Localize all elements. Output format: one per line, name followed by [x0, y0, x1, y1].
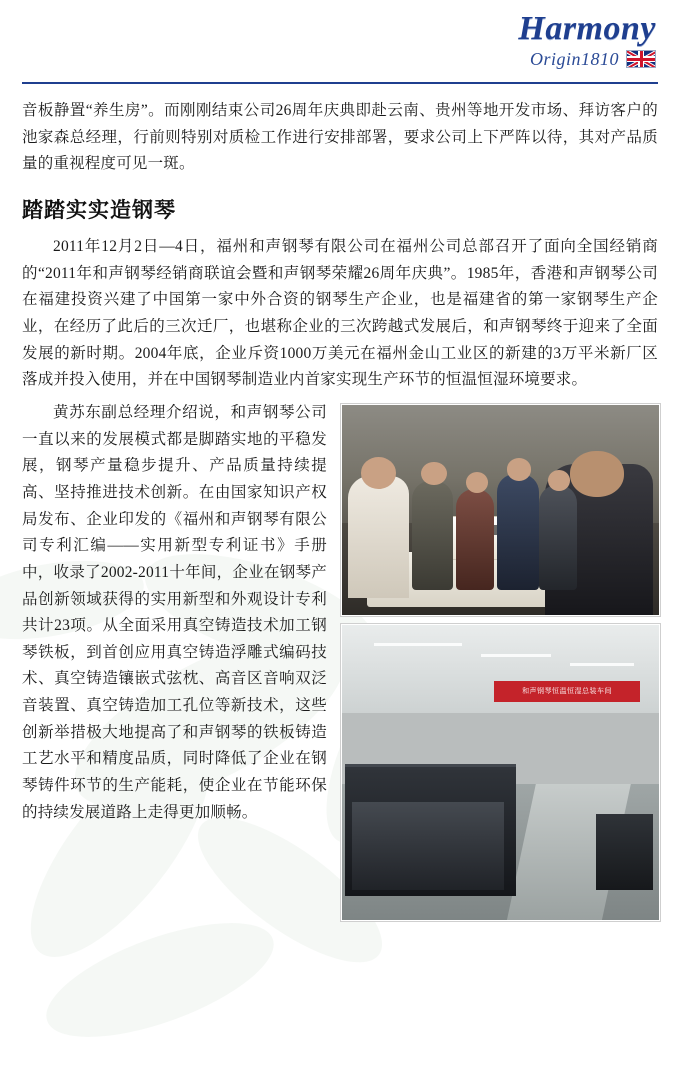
ceremony-cake-photo: [341, 404, 660, 616]
brand-origin-text: Origin1810: [529, 49, 619, 69]
page-masthead: [22, 0, 658, 82]
brand-sub-row: [518, 50, 656, 68]
uk-flag-icon: [626, 50, 656, 68]
figure-column: [341, 404, 658, 921]
body-paragraph-1: 2011年12月2日—4日，福州和声钢琴有限公司在福州公司总部召开了面向全国经销商的“2011年和声钢琴经销商联谊会暨和声钢琴荣耀26周年庆典”。1985年，香港和声钢琴公司在福建投资兴建了中国第一家中外合资的钢琴生产企业，也是福建省的第一家钢琴生产企业，在经历了此后的三次迁厂，也堪称企业的三次跨越式发展后，和声钢琴终于迎来了全面发展的新时期。2004年底，企业斥资1000万美元在福州金山工业区的新建的3万平米新厂区落成并投入使用，并在中国钢琴制造业内首家实现生产环节的恒温恒湿环境要求。: [22, 237, 658, 389]
section-title: 踏踏实实造钢琴: [22, 197, 176, 222]
lead-paragraph: 音板静置“养生房”。而刚刚结束公司26周年庆典即赴云南、贵州等地开发市场、拜访客户的池家森总经理，行前则特别对质检工作进行安排部署，要求公司上下严阵以待，其对产品质量的重视程度可见一斑。: [22, 102, 658, 173]
workshop-banner-text: 和声钢琴恒温恒湿总装车间: [494, 681, 640, 702]
brand-logo: [518, 12, 656, 68]
brand-name: Harmony: [518, 10, 656, 47]
factory-workshop-photo: [341, 624, 660, 921]
body-paragraph-2: 黄苏东副总经理介绍说，和声钢琴公司一直以来的发展模式都是脚踏实地的平稳发展，钢琴产量稳步提升、产品质量持续提高、坚持推进技术创新。在由国家知识产权局发布、企业印发的《福州和声钢琴有限公司专利汇编——实用新型专利证书》手册中，收录了2002-2011十年间，企业在钢琴产品创新领域获得的实用新型和外观设计专利共计23项。从全面采用真空铸造技术加工钢琴铁板，到首创应用真空铸造浮雕式编码技术、真空铸造镶嵌式弦枕、高音区音响双泛音装置、真空铸造加工孔位等新技术，这些创新举措极大地提高了和声钢琴的铁板铸造工艺水平和精度品质，同时降低了企业在钢琴铸件环节的生产能耗，使企业在节能环保的持续发展道路上走得更加顺畅。: [22, 403, 327, 821]
header-divider: [22, 82, 658, 84]
